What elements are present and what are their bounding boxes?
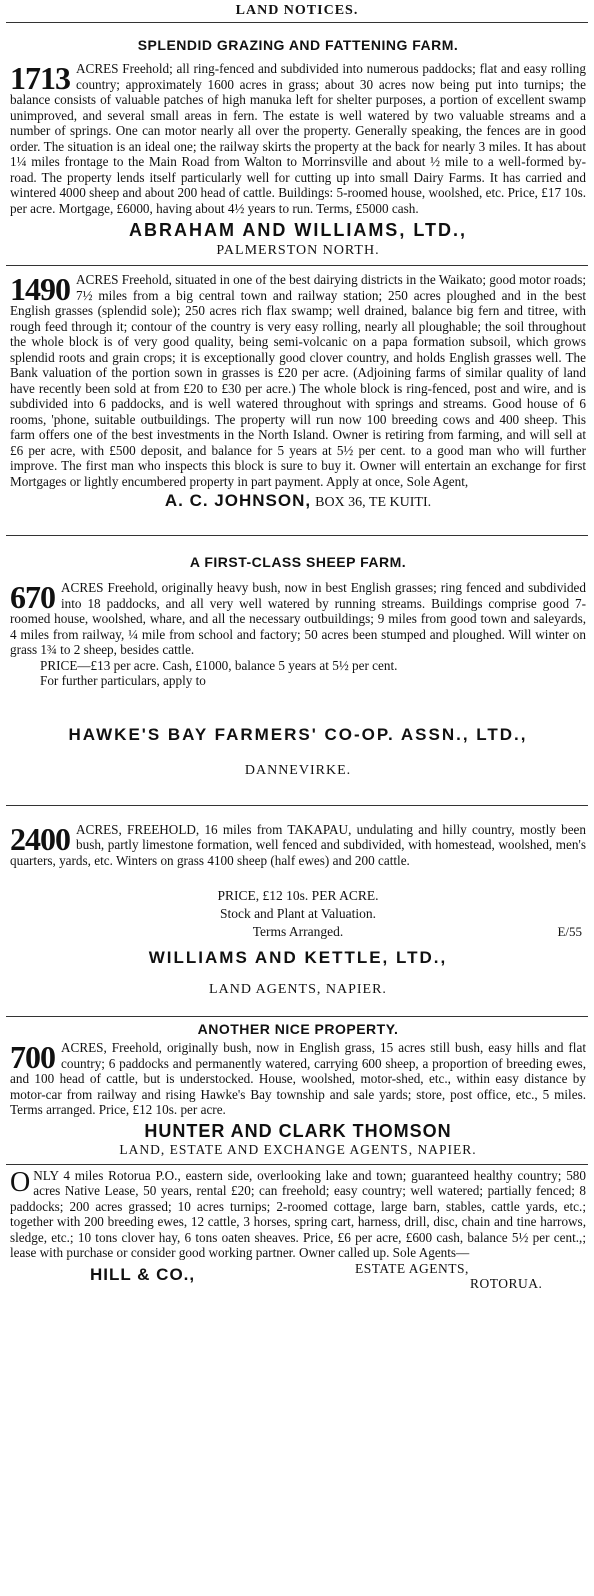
ad-text: ACRES Freehold, originally heavy bush, now in best English grasses; ring fenced and subdivided into 18 paddocks, and all very well watered by running streams. Buildings comprise good 7-roomed house, woolshed, whare, and all the necessary outbuildings; 9 miles from good town and saleyards, 4 miles from railway, ¼ mile from school and factory; 50 acres been stumped and ploughed. Will winter on grass 1¾ to 2 sheep, besides cattle. <box>10 580 586 657</box>
ad-body <box>10 61 586 216</box>
ad-heading: ANOTHER NICE PROPERTY. <box>197 1021 399 1037</box>
ad-reference: E/55 <box>557 924 582 939</box>
ad-heading: A FIRST-CLASS SHEEP FARM. <box>189 554 407 570</box>
ad-terms: Terms Arranged. <box>252 924 344 939</box>
drop-cap: O <box>10 1166 31 1198</box>
acreage-number: 670 <box>10 579 55 615</box>
ad-text: ACRES, Freehold, originally bush, now in English grass, 15 acres still bush, easy hills and flat country; 6 paddocks and permanently watered, carrying 600 sheep, a proportion of breeding ewes, and 100 head of cattle, but is understocked. House, woolshed, motor-shed, etc., within easy distance by motor-car from railway and rising Hawke's Bay township and sale yards; store, post office, etc., 5 miles. Terms arranged. Price, £12 10s. per acre. <box>10 1040 586 1117</box>
ad-price: PRICE—£13 per acre. Cash, £1000, balance 5 years at 5½ per cent. <box>40 657 398 673</box>
agent-line <box>10 491 586 511</box>
ad-price: PRICE, £12 10s. PER ACRE. <box>217 888 379 903</box>
ad-stock: Stock and Plant at Valuation. <box>219 906 377 921</box>
ad-nice-property <box>0 1017 594 1158</box>
ad-body <box>10 272 586 489</box>
agent-name: HUNTER AND CLARK THOMSON <box>144 1120 452 1141</box>
ad-body <box>10 1040 586 1118</box>
terms-line <box>10 924 586 942</box>
ad-rotorua-property <box>0 1165 594 1295</box>
ad-body <box>10 822 586 869</box>
ad-takapau-farm <box>0 806 594 999</box>
agent-name: ABRAHAM AND WILLIAMS, LTD., <box>129 220 467 240</box>
agent-location: DANNEVIRKE. <box>244 762 352 778</box>
agent-name: HILL & CO., <box>90 1264 196 1284</box>
acreage-number: 1490 <box>10 271 70 307</box>
agent-name: A. C. JOHNSON, <box>164 491 312 510</box>
agent-name: HAWKE'S BAY FARMERS' CO-OP. ASSN., LTD., <box>68 724 528 744</box>
ad-grazing-farm <box>0 23 594 259</box>
agent-name: WILLIAMS AND KETTLE, LTD., <box>148 948 448 967</box>
ad-text: ACRES Freehold, situated in one of the best dairying districts in the Waikato; good motor roads; 7½ miles from a big central town and railway station; 250 acres ploughed and in the best English grasses (splendid sole); 250 acres rich flax swamp; well drained, balance big fern and titree, with rough feed through it; contour of the country is very easy rolling, nearly all ploughable; the soil throughout the whole block is of very good quality, being semi-volcanic on a papa formation subsoil, which grows splendid roots and grain crops; it is exceptionally good clover country, and holds English grasses well. The Bank valuation of the portion sown in grasses is £20 per acre. (Adjoining farms of similar quality of land have recently been sold at from £20 to £30 per acre.) The whole block is ring-fenced, post and wire, and is subdivided into 6 paddocks, and is well watered throughout with springs and streams. Good house of 6 rooms, 'phone, suitable outbuildings. The property will run now 100 breeding cows and 400 sheep. This farm offers one of the best investments in the North Island. Owner is retiring from farming, and will sell at £6 per acre, with £500 deposit, and balance for 5 years at 5½ per cent. to a good man who will further improve. The first man who inspects this block is sure to buy it. Owner will entertain an exchange for first Mortgages or lightly encumbered property in part payment. Apply at once, Sole Agent, <box>10 272 587 489</box>
ad-waikato-farm <box>0 266 594 511</box>
ad-text: ACRES, FREEHOLD, 16 miles from TAKAPAU, undulating and hilly country, mostly been bush, partly limestone formation, well fenced and subdivided, with homestead, woolshed, men's quarters, yards, etc. Winters on grass 4100 sheep (half ewes) and 200 cattle. <box>10 821 586 868</box>
acreage-number: 2400 <box>10 820 70 857</box>
agent-location: ROTORUA. <box>470 1275 543 1291</box>
ad-text: NLY 4 miles Rotorua P.O., eastern side, overlooking lake and town; guaranteed healthy country; 580 acres Native Lease, 50 years, rental £20; can freehold; easy country; well watered; partially fenced; 8 paddocks; 200 acres grassed; 10 acres turnips; 2-roomed cottage, large barn, stables, cattle yards, etc.; together with 200 breeding ewes, 12 cattle, 3 horses, spring cart, harness, drill, disc, chain and tine harrows, sledge, etc.; 10 tons clover hay, 6 tons oaten sheaves. Price, £6 per acre, £600 cash, balance 5½ per cent.,; lease with purchase or consider good working partner. Owner called up. Sole Agents— <box>10 1167 586 1260</box>
ad-heading: SPLENDID GRAZING AND FATTENING FARM. <box>137 37 459 53</box>
ad-particulars: For further particulars, apply to <box>40 673 206 688</box>
agent-location: LAND AGENTS, NAPIER. <box>209 982 387 997</box>
acreage-number: 700 <box>10 1039 55 1075</box>
agent-subtitle: ESTATE AGENTS, <box>355 1260 469 1276</box>
agent-subtitle: LAND, ESTATE AND EXCHANGE AGENTS, NAPIER. <box>119 1141 477 1157</box>
page-title: LAND NOTICES. <box>235 3 359 18</box>
ad-text: ACRES Freehold; all ring-fenced and subdivided into numerous paddocks; flat and easy rolling country; approximately 1600 acres in grass; about 30 acres now being put into turnips; the balance consists of valuable patches of high manuka left for shelter purposes, a portion of excellent swamp unimproved, and several small areas in fern. The estate is well watered by two valuable streams and a number of springs. One can motor nearly all over the property. Generally speaking, the fences are in good order. The situation is an ideal one; the railway skirts the property at the back for nearly 3 miles. It has about 1¼ miles frontage to the Main Road from Walton to Morrinsville and about ½ mile to a well-formed by-road. The property lends itself particularly well for cutting up into small Dairy Farms. It has carried and wintered 4000 sheep and about 200 head of cattle. Buildings: 5-roomed house, woolshed, etc. Price, £17 10s. per acre. Mortgage, £6000, having about 4½ years to run. Terms, £5000 cash. <box>10 61 586 216</box>
ad-body <box>10 1168 586 1261</box>
ad-sheep-farm <box>0 536 594 779</box>
agent-address: BOX 36, TE KUITI. <box>315 495 432 510</box>
ad-body <box>10 580 586 658</box>
agent-location: PALMERSTON NORTH. <box>216 243 380 258</box>
acreage-number: 1713 <box>10 60 70 96</box>
agent-block <box>10 1261 586 1295</box>
